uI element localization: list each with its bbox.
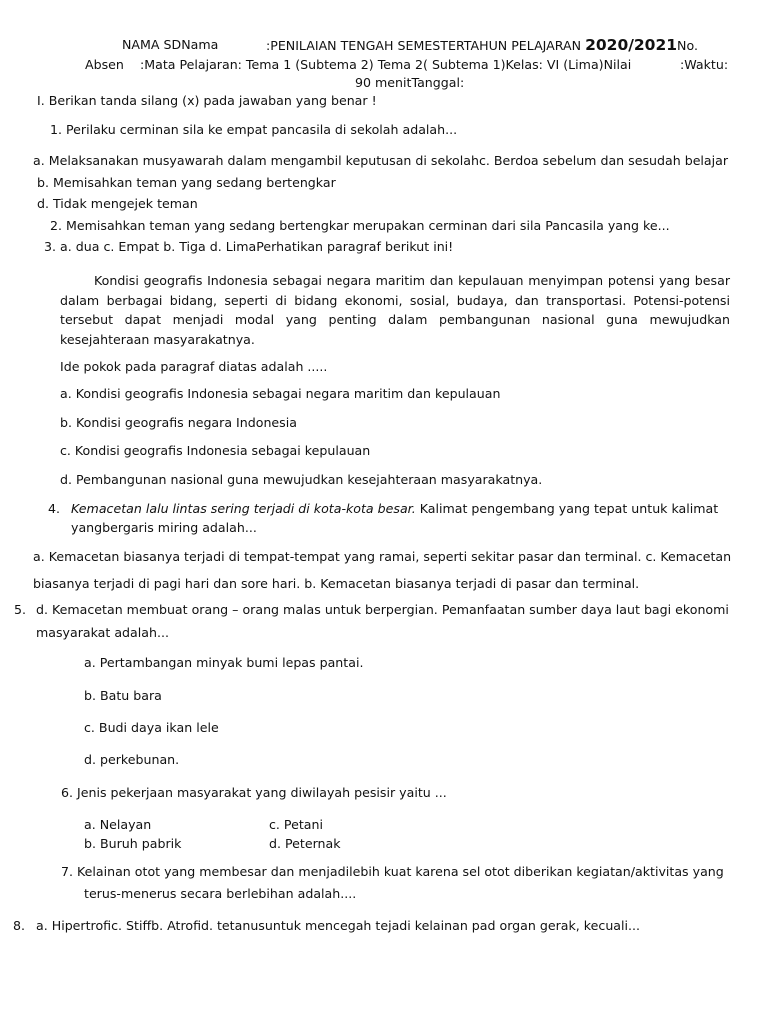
question-1-option-b: b. Memisahkan teman yang sedang bertengkar [37, 175, 336, 190]
question-5-line-2: masyarakat adalah... [36, 625, 169, 640]
question-4-line-2: yangbergaris miring adalah... [71, 520, 257, 535]
question-5-number: 5. [14, 602, 27, 617]
question-3-option-c: c. Kondisi geografis Indonesia sebagai kepulauan [60, 443, 371, 458]
question-6-option-a: a. Nelayan [84, 817, 152, 832]
question-2-options: 3. a. dua c. Empat b. Tiga d. LimaPerhatikan paragraf berikut ini! [44, 239, 454, 254]
exam-title-text: :PENILAIAN TENGAH SEMESTERTAHUN PELAJARAN [266, 38, 582, 53]
question-8: a. Hipertrofic. Stiffb. Atrofid. tetanusuntuk mencegah tejadi kelainan pad organ gerak, kecuali... [36, 918, 641, 933]
academic-year: 2020/2021 [585, 36, 678, 54]
question-1: 1. Perilaku cerminan sila ke empat pancasila di sekolah adalah... [50, 122, 458, 137]
question-3-option-d: d. Pembangunan nasional guna mewujudkan kesejahteraan masyarakatnya. [60, 472, 543, 487]
absen-label: Absen [85, 57, 124, 72]
question-4 [71, 501, 718, 517]
question-6: 6. Jenis pekerjaan masyarakat yang diwilayah pesisir yaitu ... [61, 785, 447, 800]
question-3-option-b: b. Kondisi geografis negara Indonesia [60, 415, 297, 430]
question-6-option-c: c. Petani [269, 817, 323, 832]
question-7-line-2: terus-menerus secara berlebihan adalah.... [84, 886, 357, 901]
duration-date: 90 menitTanggal: [355, 75, 465, 90]
question-5-option-c: c. Budi daya ikan lele [84, 720, 219, 735]
exam-title [266, 37, 698, 54]
question-8-number: 8. [13, 918, 26, 933]
question-6-option-b: b. Buruh pabrik [84, 836, 182, 851]
question-4-italic-sentence: Kemacetan lalu lintas sering terjadi di kota-kota besar. [71, 501, 416, 516]
question-5-option-b: b. Batu bara [84, 688, 162, 703]
section-instruction: I. Berikan tanda silang (x) pada jawaban yang benar ! [37, 93, 377, 108]
question-5-option-a: a. Pertambangan minyak bumi lepas pantai. [84, 655, 364, 670]
question-3-option-a: a. Kondisi geografis Indonesia sebagai negara maritim dan kepulauan [60, 386, 501, 401]
number-label: No. [677, 38, 698, 53]
subject-info: :Mata Pelajaran: Tema 1 (Subtema 2) Tema 2( Subtema 1)Kelas: VI (Lima)Nilai [140, 57, 632, 72]
question-4-number: 4. [48, 501, 61, 516]
question-6-option-d: d. Peternak [269, 836, 341, 851]
question-4-text: Kalimat pengembang yang tepat untuk kalimat [415, 501, 719, 516]
question-7-line-1: 7. Kelainan otot yang membesar dan menjadilebih kuat karena sel otot diberikan kegiatan/aktivitas yang [61, 864, 724, 879]
school-name-label: NAMA SDNama [122, 37, 219, 52]
question-4-options-line-2: biasanya terjadi di pagi hari dan sore hari. b. Kemacetan biasanya terjadi di pasar dan terminal. [33, 576, 640, 591]
question-4-options-line-1: a. Kemacetan biasanya terjadi di tempat-tempat yang ramai, seperti sekitar pasar dan terminal. c. Kemacetan [33, 549, 732, 564]
reading-paragraph: Kondisi geografis Indonesia sebagai negara maritim dan kepulauan menyimpan potensi yang besar dalam berbagai bidang, seperti di bidang ekonomi, sosial, budaya, dan transportasi. Potensi-potensi tersebut dapat menjadi modal yang penting dalam pembangunan nasional guna mewujudkan kesejahteraan masyarakatnya. [60, 273, 730, 347]
question-1-option-d: d. Tidak mengejek teman [37, 196, 198, 211]
question-2: 2. Memisahkan teman yang sedang bertengkar merupakan cerminan dari sila Pancasila yang ke... [50, 218, 670, 233]
question-3-prompt: Ide pokok pada paragraf diatas adalah ..... [60, 359, 328, 374]
question-5-line-1: d. Kemacetan membuat orang – orang malas untuk berpergian. Pemanfaatan sumber daya laut bagi ekonomi [36, 602, 729, 617]
time-label: :Waktu: [680, 57, 729, 72]
question-5-option-d: d. perkebunan. [84, 752, 180, 767]
question-1-option-a-c: a. Melaksanakan musyawarah dalam mengambil keputusan di sekolahc. Berdoa sebelum dan sesudah belajar [33, 153, 729, 168]
